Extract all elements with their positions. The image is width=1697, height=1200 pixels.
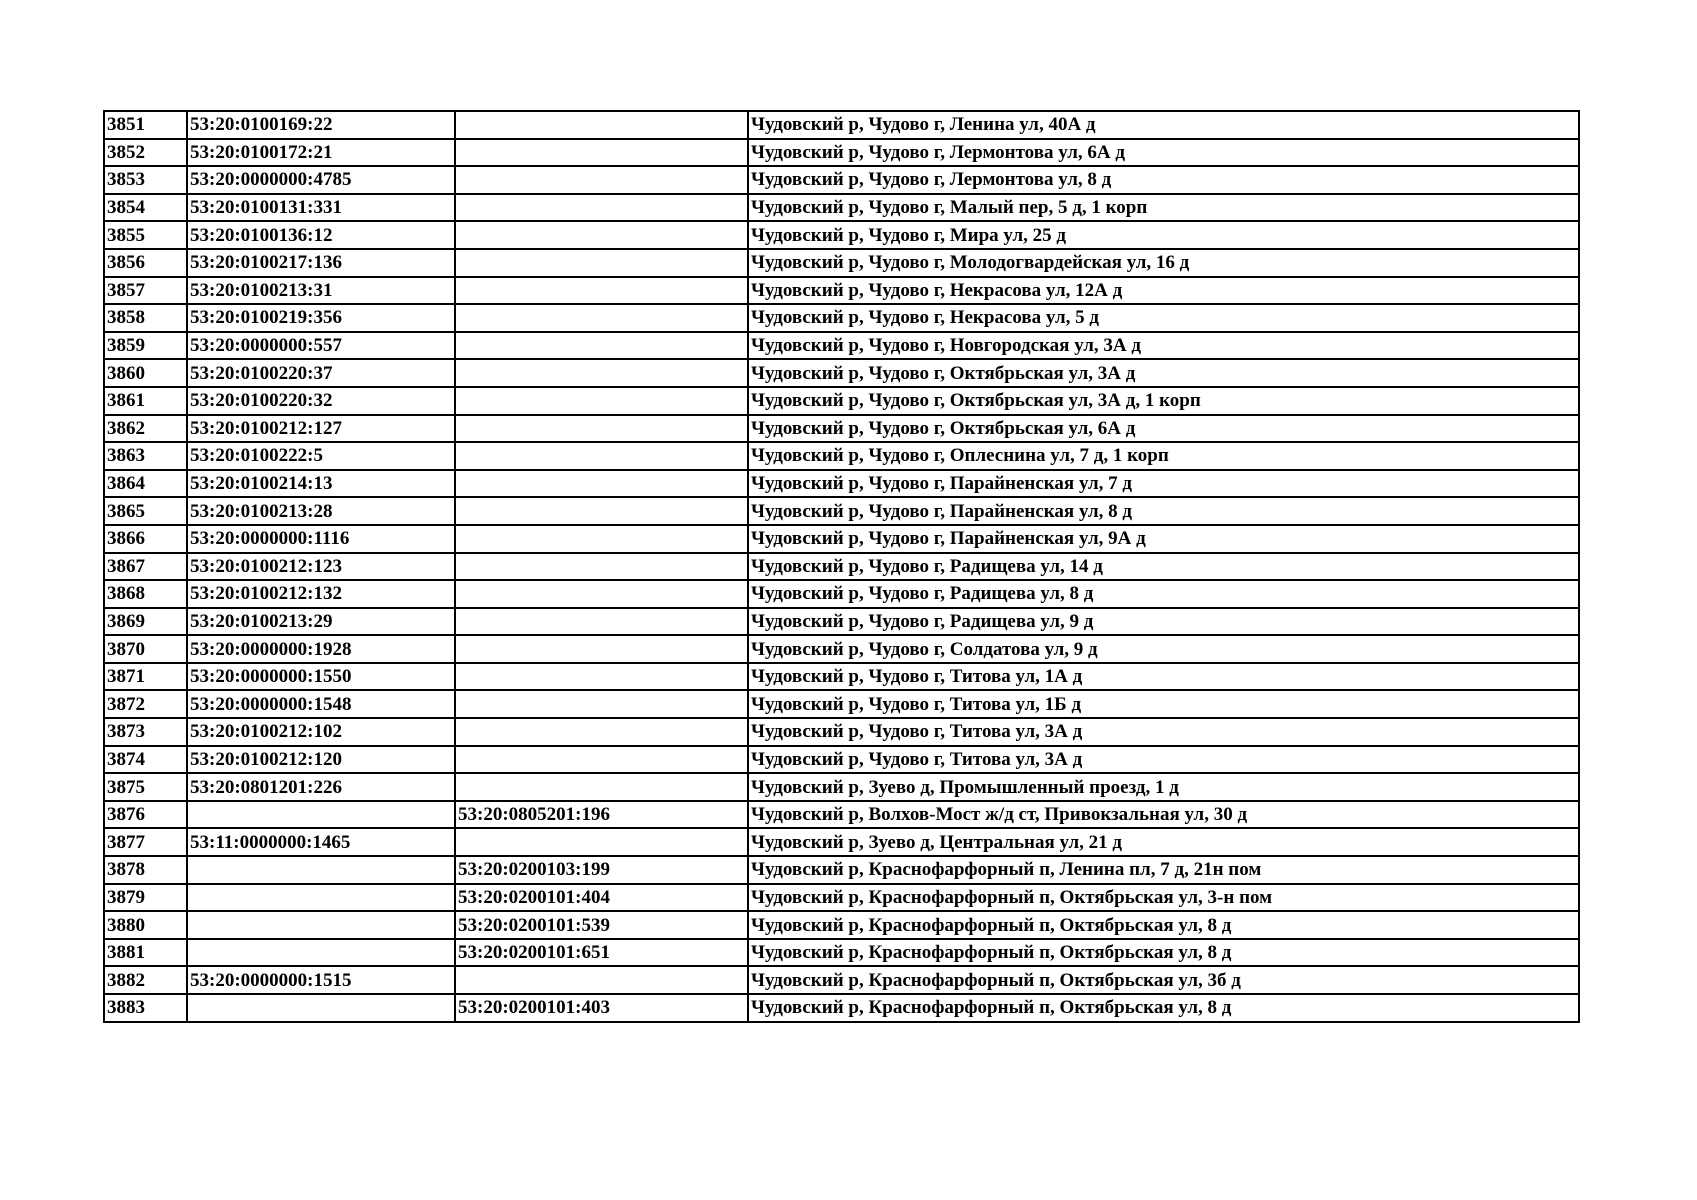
- address-cell: Чудовский р, Чудово г, Солдатова ул, 9 д: [748, 635, 1579, 663]
- table-row: [104, 690, 1579, 718]
- row-number-cell: 3872: [104, 690, 187, 718]
- table-row: [104, 304, 1579, 332]
- address-cell: Чудовский р, Чудово г, Молодогвардейская ул, 16 д: [748, 249, 1579, 277]
- address-cell: Чудовский р, Чудово г, Радищева ул, 8 д: [748, 580, 1579, 608]
- row-number-cell: 3861: [104, 387, 187, 415]
- secondary-cadastral-number-cell: [455, 442, 748, 470]
- cadastral-number-cell: 53:20:0100212:132: [187, 580, 455, 608]
- row-number-cell: 3856: [104, 249, 187, 277]
- secondary-cadastral-number-cell: [455, 635, 748, 663]
- cadastral-number-cell: 53:20:0100172:21: [187, 139, 455, 167]
- address-cell: Чудовский р, Чудово г, Радищева ул, 14 д: [748, 553, 1579, 581]
- row-number-cell: 3880: [104, 911, 187, 939]
- table-row: [104, 663, 1579, 691]
- cadastral-number-cell: 53:20:0801201:226: [187, 773, 455, 801]
- address-cell: Чудовский р, Чудово г, Новгородская ул, 3А д: [748, 332, 1579, 360]
- row-number-cell: 3862: [104, 415, 187, 443]
- table-row: [104, 608, 1579, 636]
- address-cell: Чудовский р, Чудово г, Парайненская ул, 8 д: [748, 497, 1579, 525]
- row-number-cell: 3863: [104, 442, 187, 470]
- row-number-cell: 3876: [104, 801, 187, 829]
- table-row: [104, 277, 1579, 305]
- address-cell: Чудовский р, Зуево д, Промышленный проезд, 1 д: [748, 773, 1579, 801]
- row-number-cell: 3864: [104, 470, 187, 498]
- address-cell: Чудовский р, Чудово г, Титова ул, 3А д: [748, 746, 1579, 774]
- secondary-cadastral-number-cell: [455, 139, 748, 167]
- table-row: [104, 856, 1579, 884]
- secondary-cadastral-number-cell: [455, 470, 748, 498]
- secondary-cadastral-number-cell: [455, 111, 748, 139]
- address-cell: Чудовский р, Краснофарфорный п, Октябрьская ул, 8 д: [748, 994, 1579, 1022]
- row-number-cell: 3869: [104, 608, 187, 636]
- address-cell: Чудовский р, Краснофарфорный п, Октябрьская ул, 8 д: [748, 911, 1579, 939]
- secondary-cadastral-number-cell: 53:20:0200101:651: [455, 939, 748, 967]
- secondary-cadastral-number-cell: [455, 966, 748, 994]
- secondary-cadastral-number-cell: [455, 249, 748, 277]
- row-number-cell: 3867: [104, 553, 187, 581]
- secondary-cadastral-number-cell: [455, 277, 748, 305]
- cadastral-number-cell: [187, 994, 455, 1022]
- registry-table-body: [104, 111, 1579, 1022]
- row-number-cell: 3878: [104, 856, 187, 884]
- secondary-cadastral-number-cell: [455, 608, 748, 636]
- secondary-cadastral-number-cell: [455, 580, 748, 608]
- row-number-cell: 3854: [104, 194, 187, 222]
- row-number-cell: 3866: [104, 525, 187, 553]
- table-row: [104, 525, 1579, 553]
- address-cell: Чудовский р, Чудово г, Лермонтова ул, 6А д: [748, 139, 1579, 167]
- table-row: [104, 966, 1579, 994]
- cadastral-number-cell: 53:20:0000000:1550: [187, 663, 455, 691]
- secondary-cadastral-number-cell: 53:20:0200101:404: [455, 884, 748, 912]
- secondary-cadastral-number-cell: [455, 332, 748, 360]
- table-row: [104, 884, 1579, 912]
- secondary-cadastral-number-cell: [455, 746, 748, 774]
- address-cell: Чудовский р, Чудово г, Октябрьская ул, 6А д: [748, 415, 1579, 443]
- cadastral-number-cell: 53:20:0100219:356: [187, 304, 455, 332]
- address-cell: Чудовский р, Чудово г, Октябрьская ул, 3А д, 1 корп: [748, 387, 1579, 415]
- address-cell: Чудовский р, Чудово г, Радищева ул, 9 д: [748, 608, 1579, 636]
- table-row: [104, 359, 1579, 387]
- cadastral-number-cell: 53:20:0100213:28: [187, 497, 455, 525]
- table-row: [104, 635, 1579, 663]
- row-number-cell: 3879: [104, 884, 187, 912]
- table-row: [104, 911, 1579, 939]
- cadastral-number-cell: 53:20:0100220:32: [187, 387, 455, 415]
- address-cell: Чудовский р, Краснофарфорный п, Ленина пл, 7 д, 21н пом: [748, 856, 1579, 884]
- table-row: [104, 801, 1579, 829]
- secondary-cadastral-number-cell: 53:20:0200101:403: [455, 994, 748, 1022]
- secondary-cadastral-number-cell: [455, 663, 748, 691]
- secondary-cadastral-number-cell: [455, 773, 748, 801]
- secondary-cadastral-number-cell: [455, 553, 748, 581]
- cadastral-number-cell: 53:20:0100169:22: [187, 111, 455, 139]
- table-row: [104, 580, 1579, 608]
- row-number-cell: 3851: [104, 111, 187, 139]
- table-row: [104, 194, 1579, 222]
- cadastral-number-cell: 53:20:0100213:29: [187, 608, 455, 636]
- row-number-cell: 3877: [104, 828, 187, 856]
- secondary-cadastral-number-cell: 53:20:0805201:196: [455, 801, 748, 829]
- address-cell: Чудовский р, Чудово г, Титова ул, 3А д: [748, 718, 1579, 746]
- row-number-cell: 3859: [104, 332, 187, 360]
- cadastral-number-cell: 53:20:0000000:1548: [187, 690, 455, 718]
- cadastral-number-cell: [187, 911, 455, 939]
- row-number-cell: 3855: [104, 221, 187, 249]
- cadastral-number-cell: 53:20:0100220:37: [187, 359, 455, 387]
- address-cell: Чудовский р, Чудово г, Ленина ул, 40А д: [748, 111, 1579, 139]
- row-number-cell: 3868: [104, 580, 187, 608]
- row-number-cell: 3860: [104, 359, 187, 387]
- cadastral-number-cell: 53:20:0000000:557: [187, 332, 455, 360]
- cadastral-number-cell: [187, 856, 455, 884]
- address-cell: Чудовский р, Чудово г, Некрасова ул, 12А д: [748, 277, 1579, 305]
- cadastral-number-cell: 53:20:0100212:102: [187, 718, 455, 746]
- secondary-cadastral-number-cell: [455, 387, 748, 415]
- cadastral-number-cell: 53:20:0000000:1928: [187, 635, 455, 663]
- row-number-cell: 3875: [104, 773, 187, 801]
- address-cell: Чудовский р, Краснофарфорный п, Октябрьская ул, 3б д: [748, 966, 1579, 994]
- table-row: [104, 249, 1579, 277]
- row-number-cell: 3870: [104, 635, 187, 663]
- secondary-cadastral-number-cell: [455, 166, 748, 194]
- row-number-cell: 3881: [104, 939, 187, 967]
- table-row: [104, 470, 1579, 498]
- cadastral-number-cell: 53:20:0100212:127: [187, 415, 455, 443]
- secondary-cadastral-number-cell: [455, 690, 748, 718]
- secondary-cadastral-number-cell: [455, 359, 748, 387]
- cadastral-number-cell: 53:20:0000000:4785: [187, 166, 455, 194]
- table-row: [104, 221, 1579, 249]
- row-number-cell: 3882: [104, 966, 187, 994]
- cadastral-number-cell: 53:20:0100136:12: [187, 221, 455, 249]
- address-cell: Чудовский р, Краснофарфорный п, Октябрьская ул, 8 д: [748, 939, 1579, 967]
- row-number-cell: 3858: [104, 304, 187, 332]
- address-cell: Чудовский р, Чудово г, Октябрьская ул, 3А д: [748, 359, 1579, 387]
- secondary-cadastral-number-cell: [455, 718, 748, 746]
- table-row: [104, 415, 1579, 443]
- table-row: [104, 332, 1579, 360]
- address-cell: Чудовский р, Чудово г, Оплеснина ул, 7 д, 1 корп: [748, 442, 1579, 470]
- cadastral-number-cell: 53:20:0100212:123: [187, 553, 455, 581]
- secondary-cadastral-number-cell: [455, 221, 748, 249]
- cadastral-number-cell: 53:20:0100131:331: [187, 194, 455, 222]
- cadastral-number-cell: [187, 939, 455, 967]
- address-cell: Чудовский р, Чудово г, Мира ул, 25 д: [748, 221, 1579, 249]
- row-number-cell: 3871: [104, 663, 187, 691]
- table-row: [104, 773, 1579, 801]
- table-row: [104, 939, 1579, 967]
- row-number-cell: 3853: [104, 166, 187, 194]
- cadastral-number-cell: 53:11:0000000:1465: [187, 828, 455, 856]
- cadastral-number-cell: [187, 884, 455, 912]
- address-cell: Чудовский р, Чудово г, Титова ул, 1А д: [748, 663, 1579, 691]
- cadastral-number-cell: [187, 801, 455, 829]
- address-cell: Чудовский р, Чудово г, Малый пер, 5 д, 1 корп: [748, 194, 1579, 222]
- table-row: [104, 994, 1579, 1022]
- secondary-cadastral-number-cell: [455, 415, 748, 443]
- secondary-cadastral-number-cell: 53:20:0200101:539: [455, 911, 748, 939]
- cadastral-number-cell: 53:20:0100212:120: [187, 746, 455, 774]
- address-cell: Чудовский р, Краснофарфорный п, Октябрьская ул, 3-н пом: [748, 884, 1579, 912]
- address-cell: Чудовский р, Волхов-Мост ж/д ст, Привокзальная ул, 30 д: [748, 801, 1579, 829]
- address-cell: Чудовский р, Зуево д, Центральная ул, 21 д: [748, 828, 1579, 856]
- table-row: [104, 746, 1579, 774]
- table-row: [104, 828, 1579, 856]
- table-row: [104, 111, 1579, 139]
- table-row: [104, 718, 1579, 746]
- table-row: [104, 387, 1579, 415]
- registry-table: [103, 110, 1580, 1023]
- cadastral-number-cell: 53:20:0100217:136: [187, 249, 455, 277]
- secondary-cadastral-number-cell: [455, 525, 748, 553]
- row-number-cell: 3865: [104, 497, 187, 525]
- secondary-cadastral-number-cell: [455, 497, 748, 525]
- row-number-cell: 3883: [104, 994, 187, 1022]
- address-cell: Чудовский р, Чудово г, Парайненская ул, 7 д: [748, 470, 1579, 498]
- address-cell: Чудовский р, Чудово г, Лермонтова ул, 8 д: [748, 166, 1579, 194]
- secondary-cadastral-number-cell: [455, 194, 748, 222]
- secondary-cadastral-number-cell: 53:20:0200103:199: [455, 856, 748, 884]
- row-number-cell: 3873: [104, 718, 187, 746]
- table-row: [104, 166, 1579, 194]
- address-cell: Чудовский р, Чудово г, Парайненская ул, 9А д: [748, 525, 1579, 553]
- secondary-cadastral-number-cell: [455, 828, 748, 856]
- secondary-cadastral-number-cell: [455, 304, 748, 332]
- cadastral-number-cell: 53:20:0000000:1116: [187, 525, 455, 553]
- row-number-cell: 3852: [104, 139, 187, 167]
- row-number-cell: 3874: [104, 746, 187, 774]
- cadastral-number-cell: 53:20:0100222:5: [187, 442, 455, 470]
- cadastral-number-cell: 53:20:0000000:1515: [187, 966, 455, 994]
- row-number-cell: 3857: [104, 277, 187, 305]
- table-row: [104, 497, 1579, 525]
- address-cell: Чудовский р, Чудово г, Титова ул, 1Б д: [748, 690, 1579, 718]
- cadastral-number-cell: 53:20:0100213:31: [187, 277, 455, 305]
- address-cell: Чудовский р, Чудово г, Некрасова ул, 5 д: [748, 304, 1579, 332]
- cadastral-number-cell: 53:20:0100214:13: [187, 470, 455, 498]
- table-row: [104, 442, 1579, 470]
- table-row: [104, 553, 1579, 581]
- table-row: [104, 139, 1579, 167]
